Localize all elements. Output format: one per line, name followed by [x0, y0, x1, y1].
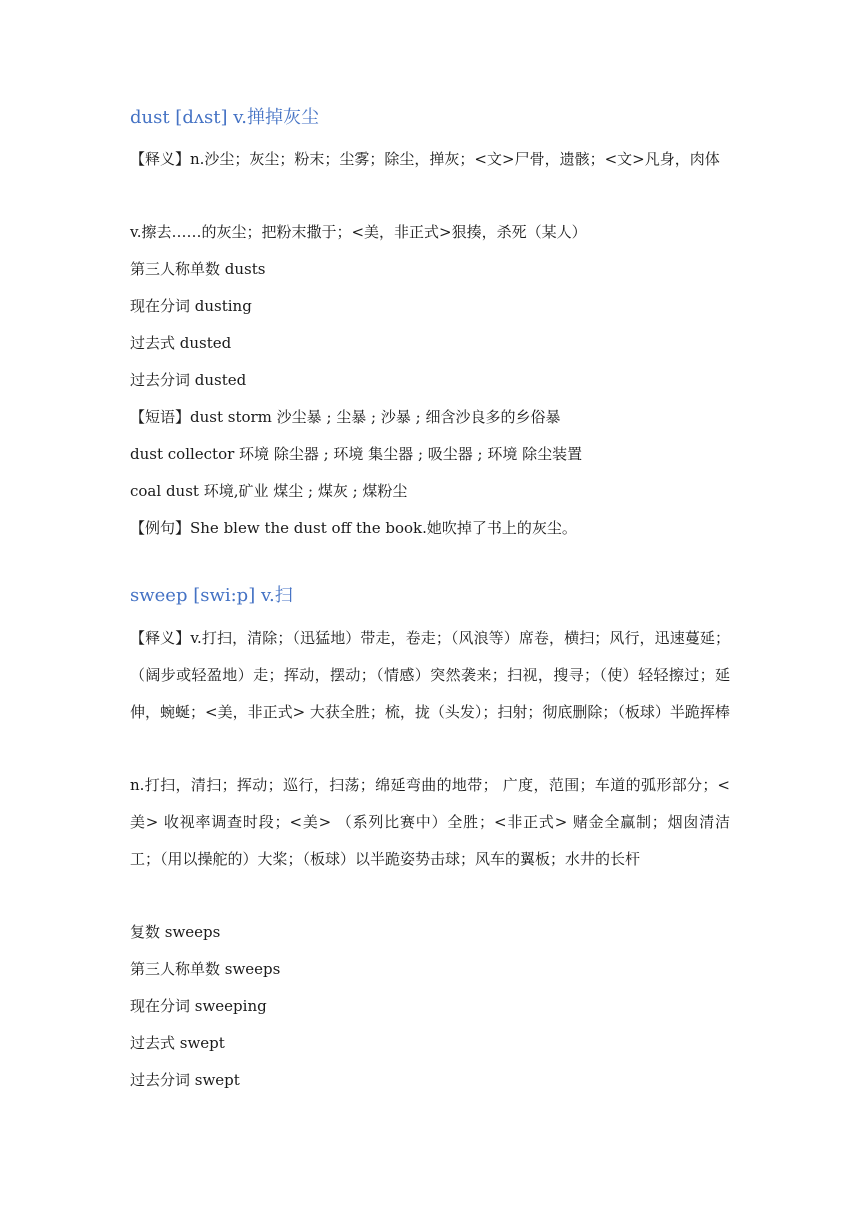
word-form: 第三人称单数 sweeps: [130, 960, 281, 978]
word-form: 过去分词 swept: [130, 1071, 240, 1089]
word-form: 现在分词 dusting: [130, 297, 252, 315]
entry-definition-noun: n.打扫，清扫；挥动；巡行，扫荡；绵延弯曲的地带； 广度，范围；车道的弧形部分；<美> 收视率调查时段；<美> （系列比赛中）全胜；<非正式> 赌金全赢制；烟囱清洁工；（用以操舵的）大桨；（板球）以半跪姿势击球；风车的翼板；水井的长杆: [130, 776, 730, 868]
word-form: 过去分词 dusted: [130, 371, 247, 389]
word-form: 复数 sweeps: [130, 923, 221, 941]
entry-headword: dust [dʌst] v.掸掉灰尘: [130, 107, 319, 128]
word-form: 过去式 dusted: [130, 334, 232, 352]
entry-headword: sweep [swi:p] v.扫: [130, 585, 293, 606]
word-form: 过去式 swept: [130, 1034, 225, 1052]
word-form: 现在分词 sweeping: [130, 997, 267, 1015]
entry-definition: 【释义】v.打扫，清除；（迅猛地）带走，卷走；（风浪等）席卷，横扫；风行，迅速蔓延；（阔步或轻盈地）走；挥动，摆动；（情感）突然袭来；扫视，搜寻；（使）轻轻擦过；延伸，蜿蜒；<美，非正式> 大获全胜；梳，拢（头发）；扫射；彻底删除；（板球）半跪挥棒: [130, 629, 730, 721]
word-form: 第三人称单数 dusts: [130, 260, 266, 278]
phrase-item: 【短语】dust storm 沙尘暴 ; 尘暴 ; 沙暴 ; 细含沙良多的乡俗暴: [130, 408, 561, 426]
entry-definition: 【释义】n.沙尘；灰尘；粉末；尘雾；除尘，掸灰；<文>尸骨，遗骸；<文>凡身，肉体: [130, 150, 720, 168]
phrase-item: dust collector 环境 除尘器 ; 环境 集尘器 ; 吸尘器 ; 环境 除尘装置: [130, 445, 583, 463]
phrase-item: coal dust 环境,矿业 煤尘 ; 煤灰 ; 煤粉尘: [130, 482, 408, 500]
example-sentence: 【例句】She blew the dust off the book.她吹掉了书上的灰尘。: [130, 519, 577, 537]
entry-definition-verb: v.擦去……的灰尘；把粉末撒于；<美，非正式>狠揍，杀死（某人）: [130, 223, 587, 241]
